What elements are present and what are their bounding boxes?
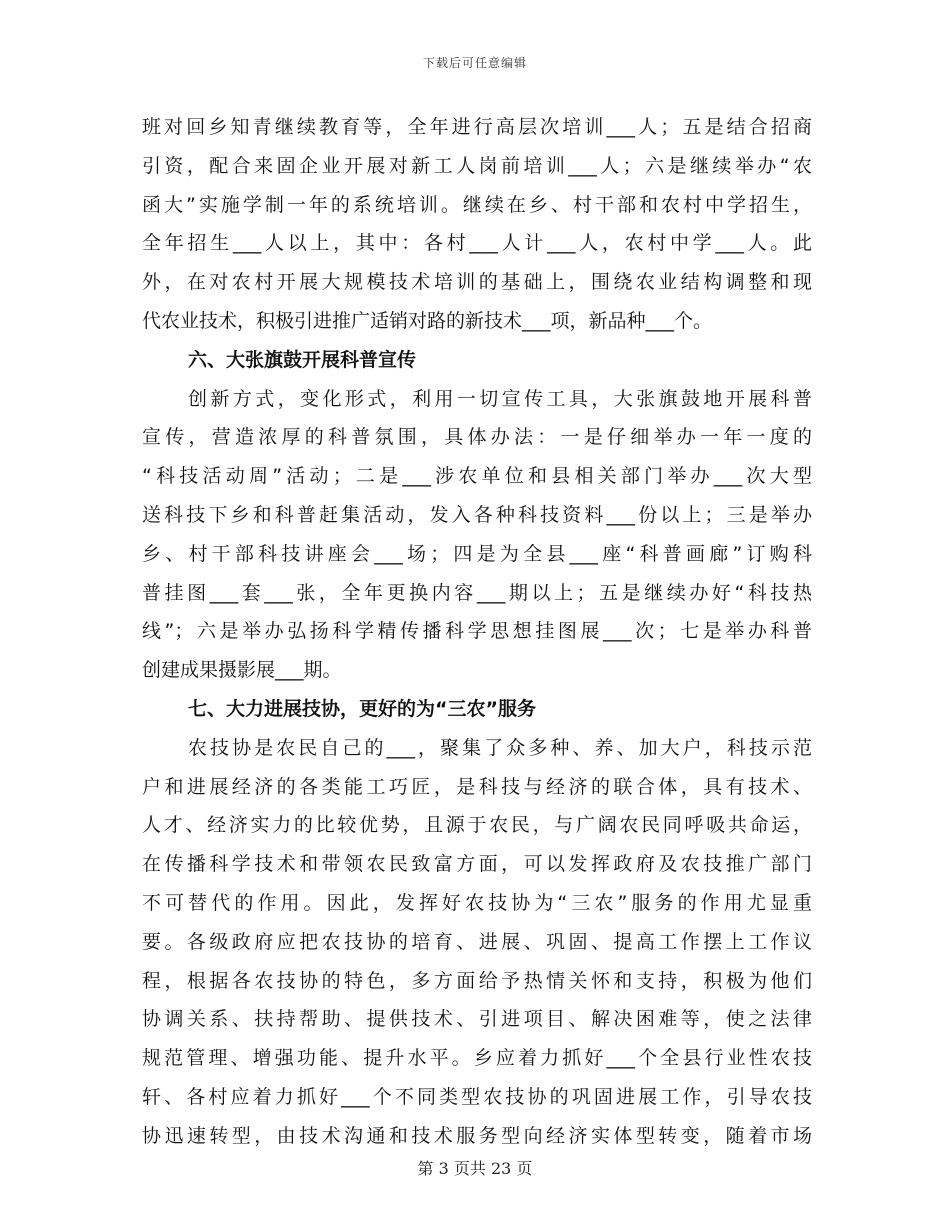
text-line: 线”；六是举办弘扬科学精传播科学思想挂图展___次；七是举办科普: [142, 620, 812, 643]
text-line: 送科技下乡和科普赶集活动，发入各种科技资料___份以上；三是举办: [142, 503, 812, 526]
text-line: 函大”实施学制一年的系统培训。继续在乡、村干部和农村中学招生，: [142, 193, 812, 216]
text-line: 代农业技术，积极引进推广适销对路的新技术___项，新品种___个。: [142, 309, 713, 332]
text-line: 班对回乡知青继续教育等，全年进行高层次培训___人；五是结合招商: [142, 116, 812, 138]
text-line: “科技活动周”活动；二是___涉农单位和县相关部门举办___次大型: [142, 465, 812, 488]
document-body: [142, 108, 812, 1156]
text-line: 外，在对农村开展大规模技术培训的基础上，围绕农业结构调整和现: [142, 271, 812, 294]
text-line: 创新方式，变化形式，利用一切宣传工具，大张旗鼓地开展科普: [188, 387, 812, 410]
text-line: 农技协是农民自己的___，聚集了众多种、养、加大户，科技示范: [188, 736, 812, 759]
text-line: 要。各级政府应把农技协的培育、进展、巩固、提高工作摆上工作议: [142, 930, 812, 953]
text-line: 不可替代的作用。因此，发挥好农技协为“三农”服务的作用尤显重: [142, 891, 812, 914]
text-line: 引资，配合来固企业开展对新工人岗前培训___人；六是继续举办“农: [142, 154, 812, 177]
text-line: 户和进展经济的各类能工巧匠，是科技与经济的联合体，具有技术、: [142, 775, 812, 798]
text-line: 乡、村干部科技讲座会___场；四是为全县___座“科普画廊”订购科: [142, 542, 812, 565]
text-line: 创建成果摄影展___期。: [142, 659, 342, 682]
page-header: 下载后可任意编辑: [422, 56, 527, 70]
page-footer: 第 3 页共 23 页: [417, 1159, 533, 1178]
text-line: 全年招生___人以上，其中：各村___人计___人，农村中学___人。此: [142, 232, 812, 255]
text-line: 轩、各村应着力抓好___个不同类型农技协的巩固进展工作，引导农技: [142, 1085, 812, 1108]
text-line: 普挂图___套___张，全年更换内容___期以上；五是继续办好“科技热: [142, 581, 812, 604]
text-line: 宣传，营造浓厚的科普氛围，具体办法：一是仔细举办一年一度的: [142, 426, 812, 449]
text-line: 规范管理、增强功能、提升水平。乡应着力抓好___个全县行业性农技: [142, 1047, 812, 1070]
text-line: 人才、经济实力的比较优势，且源于农民，与广阔农民同呼吸共命运，: [142, 814, 812, 837]
section-heading-7: 七、大力进展技协，更好的为“三农”服务: [188, 697, 536, 720]
section-heading-6: 六、大张旗鼓开展科普宣传: [188, 348, 417, 371]
text-line: 程，根据各农技协的特色，多方面给予热情关怀和支持，积极为他们: [142, 969, 812, 992]
text-line: 协迅速转型，由技术沟通和技术服务型向经济实体型转变，随着市场: [142, 1124, 812, 1147]
text-line: 在传播科学技术和带领农民致富方面，可以发挥政府及农技推广部门: [142, 853, 812, 876]
text-line: 协调关系、扶持帮助、提供技术、引进项目、解决困难等，使之法律: [142, 1008, 812, 1031]
